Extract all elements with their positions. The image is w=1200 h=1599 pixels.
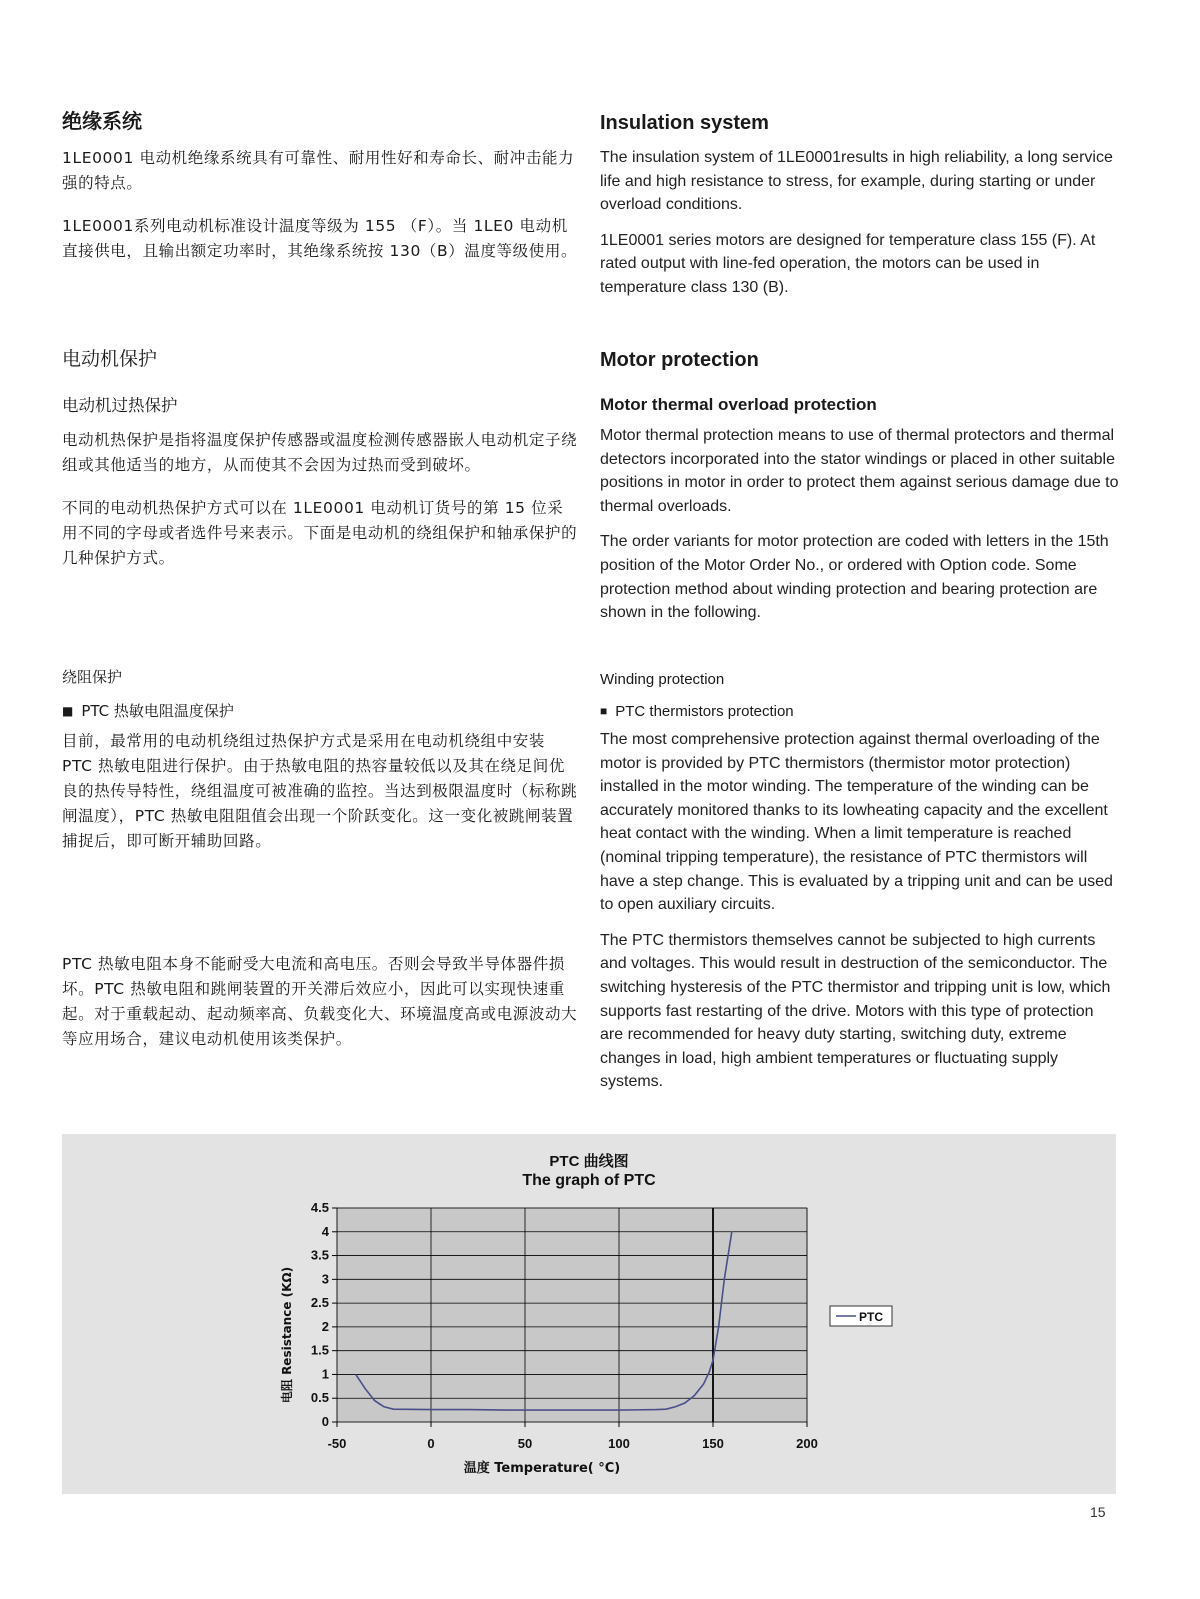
chart-title: PTC 曲线图 — [549, 1153, 629, 1170]
y-tick-label: 3.5 — [310, 1247, 329, 1263]
y-axis-label: 电阻 Resistance (KΩ) — [280, 1266, 294, 1404]
en-protection-title: Motor protection — [600, 349, 759, 371]
x-tick-label: 200 — [796, 1436, 818, 1451]
x-axis-label: 温度 Temperature( °C) — [463, 1461, 621, 1476]
zh-winding-section — [62, 666, 578, 854]
y-tick-label: 0 — [321, 1414, 329, 1429]
en-protection-section — [600, 347, 1120, 625]
zh-thermal-title: 电动机过热保护 — [62, 396, 178, 415]
en-insulation-paragraph-2: 1LE0001 series motors are designed for temperature class 155 (F). At rated output with line-fed operation, the motors can be used in temperature class 130 (B). — [600, 231, 1096, 296]
en-ptc-paragraph-1: The most comprehensive protection against thermal overloading of the motor is provided by PTC thermistors (thermistor motor protection) installed in the motor winding. The temperature of the winding can be accurately monitored thanks to its lowheating capacity and the excellent heat contact with the winding. When a limit temperature is reached (nominal tripping temperature), the resistance of PTC thermistors will have a step change. This is evaluated by a tripping unit and can be used to open auxiliary circuits. — [600, 731, 1113, 914]
zh-insulation-section — [62, 108, 578, 264]
x-tick-label: 50 — [517, 1436, 533, 1451]
x-tick-label: 0 — [427, 1436, 435, 1451]
plot-area — [337, 1208, 807, 1422]
en-thermal-paragraph-1: Motor thermal protection means to use of thermal protectors and thermal detectors incorporated into the stator windings or placed in other suitable positions in motor in order to protect them against serious damage due to thermal overloads. — [600, 427, 1119, 515]
y-tick-label: 1.5 — [310, 1342, 329, 1358]
y-tick-label: 1 — [321, 1366, 329, 1382]
en-insulation-section — [600, 110, 1120, 300]
ptc-chart — [62, 1134, 1116, 1494]
zh-thermal-paragraph-1: 电动机热保护是指将温度保护传感器或温度检测传感器嵌人电动机定子绕组或其他适当的地方，从而使其不会因为过热而受到破坏。 — [62, 431, 578, 474]
en-thermal-title: Motor thermal overload protection — [600, 395, 877, 414]
zh-ptc-section-2 — [62, 952, 578, 1052]
ptc-chart-panel — [62, 1134, 1116, 1494]
y-tick-label: 0.5 — [310, 1390, 329, 1406]
en-winding-section — [600, 669, 1120, 1094]
x-tick-label: 150 — [702, 1436, 724, 1451]
y-tick-label: 3 — [321, 1271, 329, 1287]
legend-label: PTC — [859, 1310, 883, 1324]
en-ptc-paragraph-2: The PTC thermistors themselves cannot be subjected to high currents and voltages. This would result in destruction of the semiconductor. The switching hysteresis of the PTC thermistor and tripping unit is low, which supports fast restarting of the drive. Motors with this type of protection are recommended for heavy duty starting, switching duty, extreme changes in load, high ambient temperatures or fluctuating supply systems. — [600, 931, 1111, 1091]
y-tick-label: 4 — [321, 1223, 329, 1239]
zh-ptc-paragraph-1: 目前，最常用的电动机绕组过热保护方式是采用在电动机绕组中安装 PTC 热敏电阻进行保护。由于热敏电阻的热容量较低以及其在绕足间优良的热传导特性，绕组温度可被准确的监控。当达到极限温度时（标称跳闸温度），PTC 热敏电阻阻值会出现一个阶跃变化。这一变化被跳闸装置捕捉后，即可断开辅助回路。 — [62, 732, 578, 850]
x-tick-label: 100 — [608, 1436, 630, 1451]
zh-insulation-paragraph-2: 1LE0001系列电动机标准设计温度等级为 155 （F）。当 1LE0 电动机直接供电，且输出额定功率时，其绝缘系统按 130（B）温度等级使用。 — [62, 217, 578, 260]
x-tick-label: -50 — [327, 1436, 347, 1451]
zh-protection-section — [62, 346, 578, 571]
y-tick-label: 4.5 — [310, 1200, 329, 1215]
en-insulation-paragraph-1: The insulation system of 1LE0001results in high reliability, a long service life and high resistance to stress, for example, during starting or under overload conditions. — [600, 149, 1113, 214]
zh-winding-title: 绕阻保护 — [62, 668, 123, 686]
y-tick-label: 2.5 — [310, 1295, 329, 1311]
chart-subtitle: The graph of PTC — [522, 1172, 656, 1189]
zh-insulation-title: 绝缘系统 — [62, 109, 142, 133]
zh-insulation-paragraph-1: 1LE0001 电动机绝缘系统具有可靠性、耐用性好和寿命长、耐冲击能力强的特点。 — [62, 149, 575, 192]
y-tick-label: 2 — [321, 1318, 329, 1334]
en-thermal-paragraph-2: The order variants for motor protection are coded with letters in the 15th position of the Motor Order No., or ordered with Option code. Some protection method about winding protection and bearing protection are shown in the following. — [600, 533, 1109, 622]
zh-thermal-paragraph-2: 不同的电动机热保护方式可以在 1LE0001 电动机订货号的第 15 位采用不同的字母或者选件号来表示。下面是电动机的绕组保护和轴承保护的几种保护方式。 — [62, 499, 578, 567]
en-ptc-title: ■ PTC thermistors protection — [600, 701, 1120, 723]
zh-protection-title: 电动机保护 — [62, 348, 158, 370]
en-insulation-title: Insulation system — [600, 112, 769, 134]
en-winding-title: Winding protection — [600, 671, 725, 688]
zh-ptc-paragraph-2: PTC 热敏电阻本身不能耐受大电流和高电压。否则会导致半导体器件损坏。PTC 热敏电阻和跳闸装置的开关滞后效应小，因此可以实现快速重起。对于重载起动、起动频率高、负载变化大、环境温度高或电源波动大等应用场合，建议电动机使用该类保护。 — [62, 955, 578, 1048]
zh-ptc-title: ■ PTC 热敏电阻温度保护 — [62, 700, 578, 723]
page-number: 15 — [1090, 1504, 1106, 1520]
